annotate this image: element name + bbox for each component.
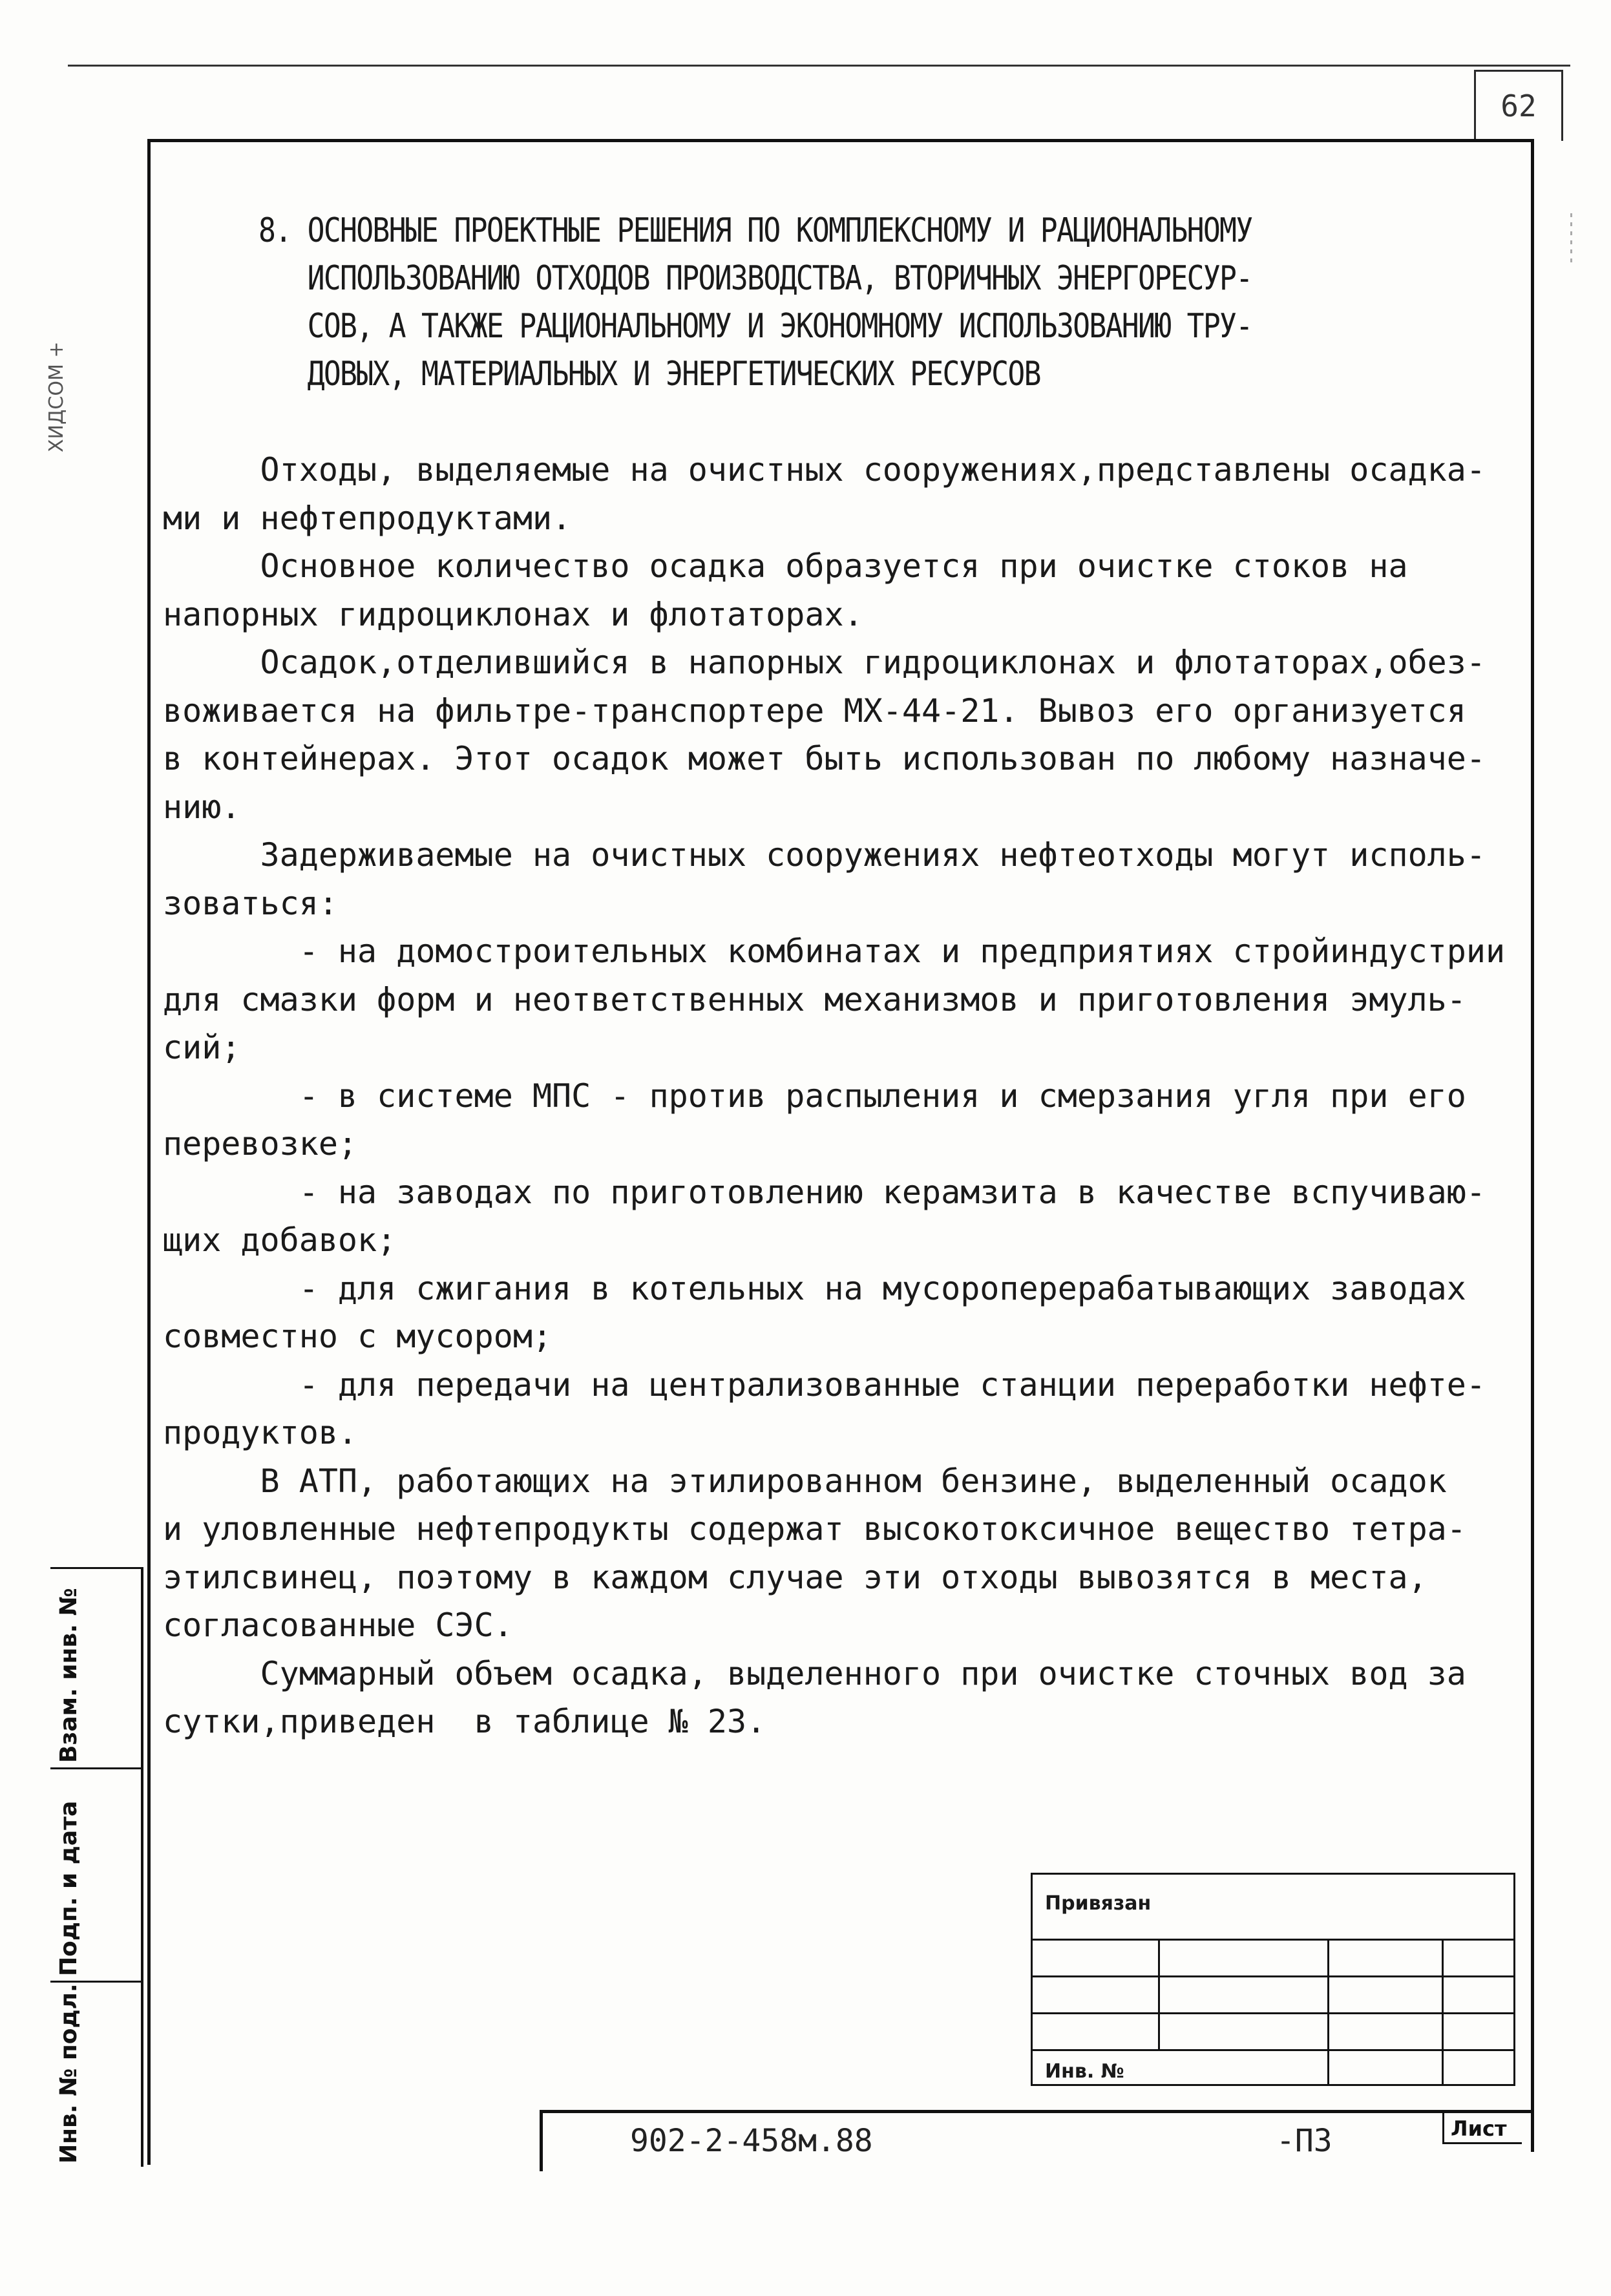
frame-corner [147, 2145, 151, 2165]
heading-line: ДОВЫХ, МАТЕРИАЛЬНЫХ И ЭНЕРГЕТИЧЕСКИХ РЕСУРСОВ [258, 355, 1040, 394]
body-line: напорных гидроциклонах и флотаторах. [163, 595, 863, 633]
body-line: для смазки форм и неответственных механизмов и приготовления эмуль- [163, 980, 1466, 1018]
body-line: Основное количество осадка образуется при очистке стоков на [163, 547, 1408, 585]
side-cell-podp [50, 1767, 143, 1983]
top-rule [68, 65, 1570, 67]
stamp-cell [1442, 1939, 1515, 1977]
body-line: ми и нефтепродуктами. [163, 499, 572, 537]
stamp-cell [1442, 2012, 1515, 2051]
body-line: Осадок,отделившийся в напорных гидроциклонах и флотаторах,обез- [163, 644, 1486, 681]
body-line: продуктов. [163, 1414, 358, 1451]
side-cell-inv [50, 1981, 143, 2167]
body-line: - в системе МПС - против распыления и смерзания угля при его [163, 1077, 1466, 1115]
document-code: 902-2-458м.88 [630, 2123, 873, 2159]
stamp-cell [1327, 1975, 1444, 2014]
page-number: 62 [1474, 70, 1563, 141]
stamp-cell [1158, 1939, 1329, 1977]
body-line: перевозке; [163, 1125, 358, 1163]
body-line: Суммарный объем осадка, выделенного при очистке сточных вод за [163, 1654, 1466, 1692]
body-line: согласованные СЭС. [163, 1606, 513, 1644]
heading-line: 8. ОСНОВНЫЕ ПРОЕКТНЫЕ РЕШЕНИЯ ПО КОМПЛЕКСНОМУ И РАЦИОНАЛЬНОМУ [258, 211, 1252, 250]
stamp-cell [1327, 2049, 1444, 2086]
body-line: - для передачи на централизованные станции переработки нефте- [163, 1365, 1486, 1404]
body-line: - на заводах по приготовлению керамзита в качестве вспучиваю- [163, 1173, 1486, 1211]
stamp-cell [1158, 1975, 1329, 2014]
stamp-cell [1031, 1939, 1160, 1977]
stamp-cell [1327, 1939, 1444, 1977]
stamp-cell [1031, 2012, 1160, 2051]
side-cell-vzam [50, 1567, 143, 1769]
body-line: совместно с мусором; [163, 1318, 553, 1355]
stamp-cell [1031, 1975, 1160, 2014]
margin-marks [1570, 213, 1572, 265]
side-label-vzam-inv: Взам. инв. № [56, 1588, 82, 1763]
body-line: нию. [163, 788, 241, 826]
body-line: щих добавок; [163, 1221, 397, 1259]
body-line: - для сжигания в котельных на мусороперерабатывающих заводах [163, 1269, 1466, 1307]
heading-line: СОВ, А ТАКЖЕ РАЦИОНАЛЬНОМУ И ЭКОНОМНОМУ ИСПОЛЬЗОВАНИЮ ТРУ- [258, 307, 1252, 346]
stamp-label-privyazan: Привязан [1045, 1892, 1152, 1915]
body-line: В АТП, работающих на этилированном бензине, выделенный осадок [163, 1462, 1447, 1500]
stamp-cell [1327, 2012, 1444, 2051]
body-line: этилсвинец, поэтому в каждом случае эти отходы вывозятся в места, [163, 1558, 1427, 1596]
heading-line: ИСПОЛЬЗОВАНИЮ ОТХОДОВ ПРОИЗВОДСТВА, ВТОРИЧНЫХ ЭНЕРГОРЕСУР- [258, 259, 1252, 298]
body-line: Отходы, выделяемые на очистных сооружениях,представлены осадка- [163, 451, 1486, 489]
body-line: в контейнерах. Этот осадок может быть использован по любому назначе- [163, 740, 1486, 777]
body-text [163, 446, 1520, 1746]
side-label-podp-data: Подп. и дата [56, 1800, 82, 1976]
body-line: сутки,приведен в таблице № 23. [163, 1703, 766, 1740]
stamp-cell [1442, 1975, 1515, 2014]
body-line: Задерживаемые на очистных сооружениях нефтеотходы могут исполь- [163, 836, 1486, 874]
sheet-label: Лист [1451, 2116, 1507, 2141]
document-suffix: -ПЗ [1276, 2123, 1332, 2159]
body-line: - на домостроительных комбинатах и предприятиях стройиндустрии [163, 932, 1506, 970]
side-ghost-text: ХИДСОМ + [45, 341, 68, 452]
stamp-cell [1158, 2012, 1329, 2051]
body-line: зоваться: [163, 884, 338, 922]
body-line: сий; [163, 1029, 241, 1066]
side-label-inv-podl: Инв. № подл. [56, 1983, 82, 2164]
section-heading [258, 207, 1342, 398]
side-stamp-strip [50, 1567, 141, 2165]
body-line: и уловленные нефтепродукты содержат высокотоксичное вещество тетра- [163, 1510, 1466, 1548]
stamp-label-inv: Инв. № [1045, 2060, 1124, 2083]
body-line: воживается на фильтре-транспортере МХ-44-21. Вывоз его организуется [163, 691, 1466, 730]
stamp-table [1031, 1873, 1515, 2111]
stamp-cell [1442, 2049, 1515, 2086]
